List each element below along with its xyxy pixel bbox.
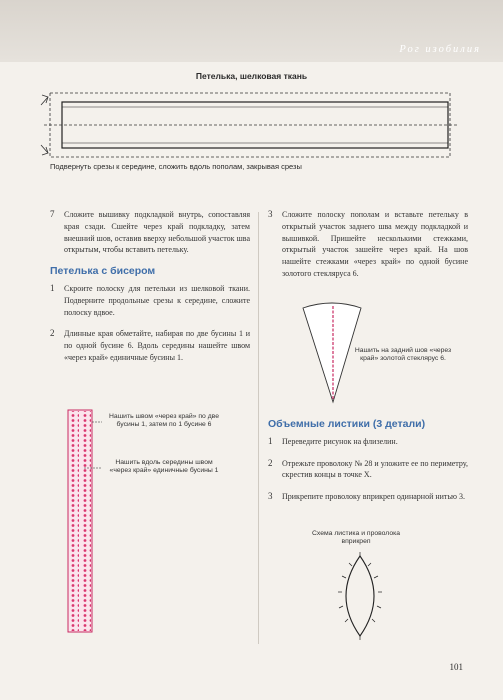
leaf-scheme-illustration	[330, 552, 390, 640]
left-column	[50, 209, 250, 374]
step-number: 3	[268, 209, 273, 219]
leaf-caption: Схема листика и проволока вприкреп	[311, 530, 401, 545]
step-text: Сложите вышивку подкладкой внутрь, сопоставляя края сзади. Сшейте через край подкладку, затем внешний шов, оставив вверху небольшой участок шва открытым, чтобы вставить петельку.	[64, 210, 250, 255]
annotation-edge-beads: Нашить швом «через край» по две бусины 1, затем по 1 бусине 6	[109, 413, 219, 428]
diagram-caption: Петелька, шелковая ткань	[195, 71, 308, 81]
step-text: Сложите полоску пополам и вставьте петельку в открытый участок заднего шва между подкладкой и вышивкой. Пришейте несколькими стежками, открытый участок зашейте через край. На шов нашейте стежками «через край» по одной бусине золотого стекляруса 6.	[282, 210, 468, 278]
right-column-leaves	[268, 415, 468, 513]
annotation-cone: Нашить на задний шов «через край» золотой стеклярус 6.	[354, 347, 452, 362]
right-column-top	[268, 209, 468, 290]
step-number: 1	[268, 435, 273, 446]
leaf-step-1	[268, 436, 468, 448]
step-7	[50, 209, 250, 256]
step-number: 3	[268, 491, 273, 502]
section-heading-leaves: Объемные листики (3 детали)	[268, 418, 426, 430]
step-number: 2	[268, 457, 273, 468]
page-number: 101	[449, 662, 463, 672]
beaded-strip-illustration	[64, 408, 104, 634]
annotation-center-beads: Нашить вдоль середины швом «через край» единичные бусины 1	[109, 459, 219, 474]
step-text: Длинные края обметайте, набирая по две бусины 1 и по одной бусине 6. Вдоль середины нашейте швом «через край» единичные бусины 1.	[64, 329, 250, 362]
fabric-strip-diagram	[38, 85, 458, 165]
header-band	[0, 0, 503, 62]
step-2	[50, 328, 250, 363]
step-number: 2	[50, 328, 55, 339]
step-3	[268, 209, 468, 280]
step-text: Скроите полоску для петельки из шелковой ткани. Подверните продольные срезы к середине, сложите полоску вдвое.	[64, 283, 250, 317]
step-text: Прикрепите проволоку вприкреп одинарной нитью 3.	[282, 492, 466, 502]
step-text: Переведите рисунок на флизелин.	[282, 436, 398, 446]
leaf-step-3	[268, 491, 468, 503]
section-title: Рог изобилия	[399, 44, 481, 55]
step-number: 1	[50, 282, 55, 293]
step-text: Отрежьте проволоку № 28 и уложите ее по периметру, скрестив концы в точке X.	[282, 458, 468, 480]
column-divider	[258, 212, 259, 644]
step-number: 7	[50, 209, 55, 219]
section-heading-beads: Петелька с бисером	[50, 265, 156, 278]
leaf-step-2	[268, 458, 468, 482]
diagram-note: Подвернуть срезы к середине, сложить вдоль пополам, закрывая срезы	[50, 162, 302, 171]
step-1	[50, 283, 250, 318]
